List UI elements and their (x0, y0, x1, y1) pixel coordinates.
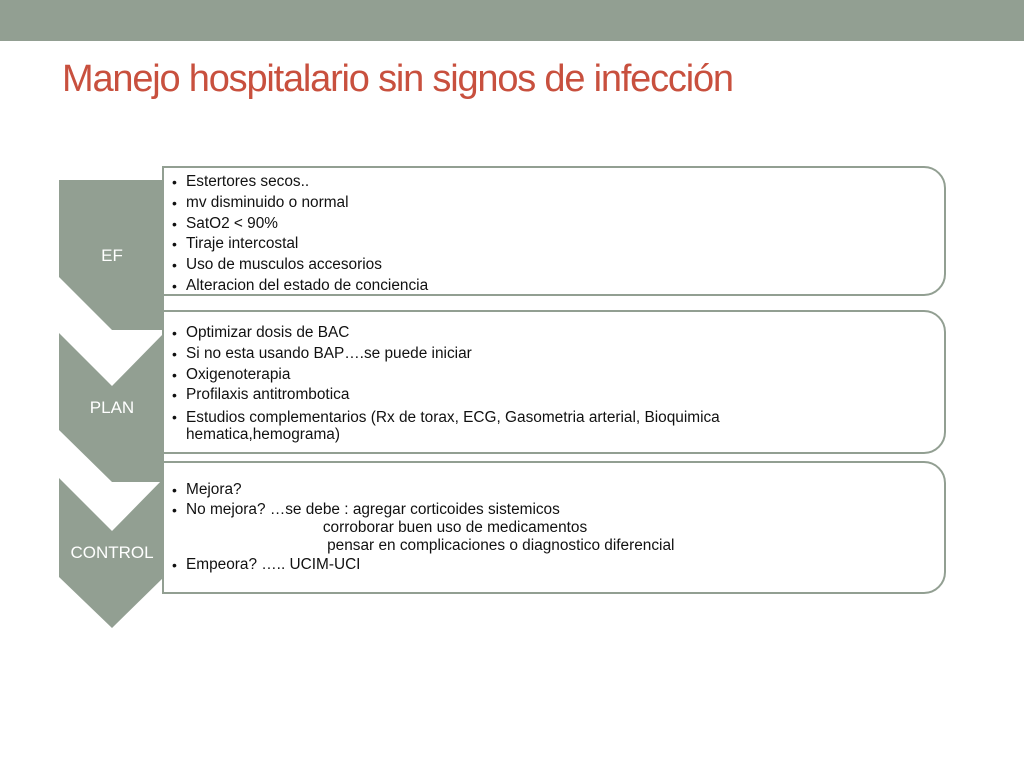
list-item (164, 276, 944, 297)
list-item (164, 172, 944, 193)
list-item-text: Alteracion del estado de conciencia (186, 276, 429, 294)
bullet-icon: • (172, 257, 177, 274)
list-item-text: No mejora? …se debe : agregar corticoides sistemicos (186, 500, 560, 518)
chevron-plan-label: PLAN (89, 398, 135, 417)
bullet-icon: • (172, 501, 177, 518)
plan-box (162, 310, 946, 454)
list-item (164, 234, 944, 255)
bullet-icon: • (172, 215, 177, 232)
bullet-icon: • (172, 556, 177, 573)
list-item (164, 255, 944, 276)
bullet-icon: • (172, 345, 177, 362)
chevron-ef-label: EF (101, 246, 123, 265)
list-item-text: Tiraje intercostal (186, 235, 299, 253)
list-item (164, 214, 944, 235)
list-item-text: mv disminuido o normal (186, 193, 349, 211)
bullet-icon: • (172, 482, 177, 498)
list-item (164, 480, 944, 501)
plan-list (164, 323, 944, 443)
list-item-text: Empeora? ….. UCIM-UCI (186, 555, 361, 573)
list-item (164, 501, 944, 555)
list-item-text: Uso de musculos accesorios (186, 256, 382, 274)
bullet-icon: • (172, 194, 177, 211)
list-item (164, 344, 944, 365)
control-box (162, 461, 946, 594)
list-item-text: Optimizar dosis de BAC (186, 324, 350, 341)
list-item-text: SatO2 < 90% (186, 214, 278, 232)
list-item (164, 193, 944, 214)
list-item-continuation: pensar en complicaciones o diagnostico diferencial (186, 536, 675, 554)
list-item-text: Estertores secos.. (186, 173, 310, 190)
list-item-continuation: hematica,hemograma) (186, 426, 340, 444)
bullet-icon: • (172, 236, 177, 253)
list-item (164, 385, 944, 406)
bullet-icon: • (172, 325, 177, 341)
list-item-text: Mejora? (186, 481, 242, 498)
chevron-control-label: CONTROL (70, 543, 154, 562)
list-item (164, 365, 944, 386)
list-item (164, 555, 944, 576)
bullet-icon: • (172, 174, 177, 190)
bullet-icon: • (172, 409, 177, 426)
control-list (164, 480, 944, 576)
bullet-icon: • (172, 366, 177, 383)
ef-list (164, 172, 944, 297)
list-item-text: Profilaxis antitrombotica (186, 386, 350, 404)
bullet-icon: • (172, 387, 177, 404)
list-item-continuation: corroborar buen uso de medicamentos (186, 518, 588, 536)
list-item-text: Si no esta usando BAP….se puede iniciar (186, 344, 472, 362)
list-item (164, 409, 944, 443)
ef-box (162, 166, 946, 296)
list-item-text: Estudios complementarios (Rx de torax, ECG, Gasometria arterial, Bioquimica (186, 409, 720, 427)
bullet-icon: • (172, 277, 177, 294)
list-item-text: Oxigenoterapia (186, 365, 291, 383)
list-item (164, 323, 944, 344)
slide-title: Manejo hospitalario sin signos de infección (62, 58, 733, 100)
